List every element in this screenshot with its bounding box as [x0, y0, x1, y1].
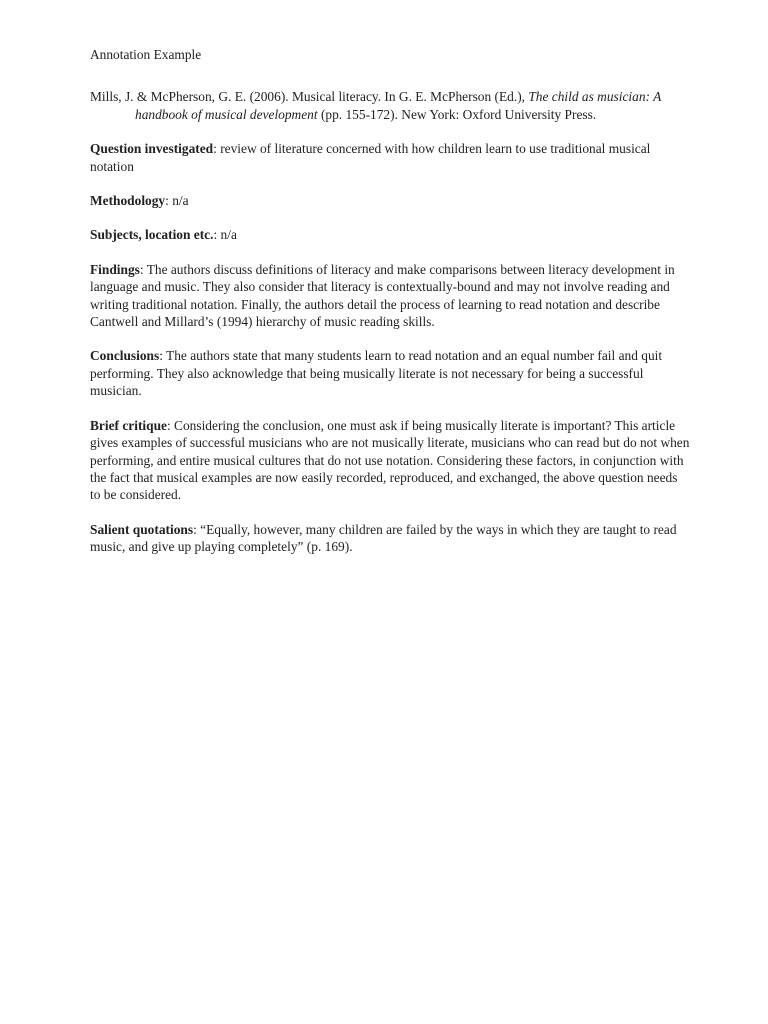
document-title: Annotation Example: [90, 47, 202, 62]
section-text: : The authors discuss definitions of literacy and make comparisons between literacy development in language and music. They also consider that literacy is contextually-bound and may not involve reading and writing traditional notation. Finally, the authors detail the process of learning to read notation and describe Cantwell and Millard’s (1994) hierarchy of music reading skills.: [90, 261, 675, 330]
section-text: : “Equally, however, many children are failed by the ways in which they are taught to read music, and give up playing completely” (p. 169).: [90, 521, 677, 555]
citation-authors-chapter: Mills, J. & McPherson, G. E. (2006). Musical literacy. In G. E. McPherson (Ed.),: [90, 89, 529, 105]
citation-book-title: The child as musician: A handbook of musical development: [135, 89, 662, 122]
citation: [90, 88, 690, 123]
section-label: Methodology: [90, 193, 166, 209]
section-findings: [90, 261, 690, 331]
section-question-investigated: [90, 140, 690, 175]
section-conclusions: [90, 347, 690, 399]
section-text: : n/a: [165, 193, 189, 209]
section-label: Conclusions: [90, 348, 160, 364]
section-label: Brief critique: [90, 417, 167, 433]
section-label: Findings: [90, 261, 140, 277]
section-salient-quotations: [90, 521, 690, 556]
section-methodology: [90, 192, 690, 209]
citation-publication-details: (pp. 155-172). New York: Oxford University Press.: [317, 106, 597, 122]
section-label: Subjects, location etc.: [90, 227, 214, 243]
section-label: Salient quotations: [90, 521, 194, 537]
section-text: : review of literature concerned with how children learn to use traditional musical notation: [90, 141, 651, 174]
section-text: : The authors state that many students learn to read notation and an equal number fail and quit performing. They also acknowledge that being musically literate is not necessary for being a successful musician.: [90, 348, 663, 399]
section-subjects-location: [90, 226, 690, 243]
section-text: : Considering the conclusion, one must ask if being musically literate is important? This article gives examples of successful musicians who are not musically literate, musicians who can read but do not when performing, and entire musical cultures that do not use notation. Considering these factors, in conjunction with the fact that musical examples are now easily recorded, reproduced, and exchanged, the above question needs to be considered.: [90, 417, 690, 503]
section-label: Question investigated: [90, 141, 214, 157]
document-page: [90, 46, 690, 573]
section-text: : n/a: [213, 227, 237, 243]
section-brief-critique: [90, 417, 690, 504]
